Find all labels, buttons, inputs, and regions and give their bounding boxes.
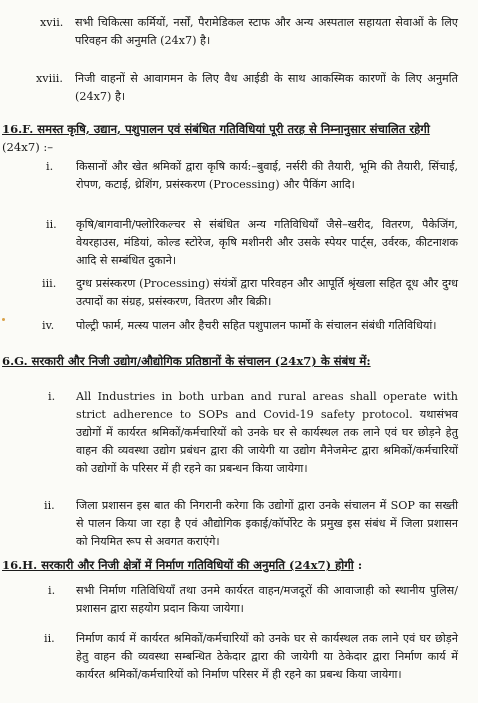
item-number: ii. xyxy=(44,499,55,512)
list-item-g-i xyxy=(48,388,458,478)
section-h-heading-tail: : xyxy=(357,558,363,572)
list-item-f-iv xyxy=(42,317,458,335)
list-item-g-ii xyxy=(44,497,458,551)
list-item-f-i xyxy=(46,158,458,194)
item-text: जिला प्रशासन इस बात की निगरानी करेगा कि उद्योगों द्वारा उनके संचालन में SOP का सख्ती से पालन किया जा रहा है एवं औद्योगिक इकाई/कॉर्पोरेट के प्रमुख इस संबंध में जिला प्रशासन को नियमित रूप से अवगत कराएंगे। xyxy=(76,499,458,548)
item-text: All Industries in both urban and rural areas shall operate with strict adherence to SOPs and Covid-19 safety protocol. यथासंभव उद्योगों में कार्यरत श्रमिकों/कर्मचारियों को उनके घर से कार्यस्थल तक लाने एवं घर छोड़ने हेतु वाहन की व्यवस्था उद्योग प्रबंधन द्वारा की जायेगी या उद्योग मैनेजमेन्ट द्वारा श्रमिकों/कर्मचारियों को उद्योगों के परिसर में ही रहने का प्रबन्धन किया जायेगा। xyxy=(76,390,458,475)
item-number: i. xyxy=(46,160,54,173)
section-f-heading xyxy=(2,120,468,156)
section-f-heading-tail: (24x7) :– xyxy=(2,140,54,154)
section-g-heading-text: 6.G. सरकारी और निजी उद्योग/औद्योगिक प्रतिष्ठानों के संचालन (24x7) के संबंध में: xyxy=(2,354,371,368)
section-h-heading xyxy=(2,556,468,574)
item-number: xvii. xyxy=(40,16,64,29)
list-item-xvii xyxy=(40,14,458,50)
section-f-heading-text: 16.F. समस्त कृषि, उद्यान, पशुपालन एवं संबंधित गतिविधियां पूरी तरह से निम्नानुसार संचालित रहेगी xyxy=(2,122,430,136)
item-number: i. xyxy=(48,390,56,403)
item-text: सभी चिकित्सा कर्मियों, नर्सों, पैरामेडिकल स्टाफ और अन्य अस्पताल सहायता सेवाओं के लिए परिवहन की अनुमति (24x7) है। xyxy=(75,16,458,47)
item-text: पोल्ट्री फार्म, मत्स्य पालन और हैचरी सहित पशुपालन फार्मो के संचालन संबंधी गतिविधियां। xyxy=(76,319,437,332)
list-item-h-i xyxy=(48,582,458,618)
item-text: कृषि/बागवानी/फ्लोरिकल्चर से संबंधित अन्य गतिविधियाँ जैसे–खरीद, वितरण, पैकेजिंग, वेयरहाउस, मंडियां, कोल्ड स्टोरेज, कृषि मशीनरी और उसके स्पेयर पार्ट्स, उर्वरक, कीटनाशक आदि से सम्बंधित दुकाने। xyxy=(76,218,458,267)
section-h-heading-text: 16.H. सरकारी और निजी क्षेत्रों में निर्माण गतिविधियों की अनुमति (24x7) होगी xyxy=(2,558,354,572)
list-item-h-ii xyxy=(44,630,458,684)
item-text: सभी निर्माण गतिविधियाँ तथा उनमे कार्यरत वाहन/मजदूरों की आवाजाही को स्थानीय पुलिस/प्रशासन द्वारा सहयोग प्रदान किया जायेगा। xyxy=(76,584,458,615)
item-number: ii. xyxy=(44,632,55,645)
item-text: दुग्ध प्रसंस्करण (Processing) संयंत्रों द्वारा परिवहन और आपूर्ति श्रृंखला सहित दूध और दुग्ध उत्पादों का संग्रह, प्रसंस्करण, वितरण और बिक्री। xyxy=(76,277,458,308)
section-g-heading xyxy=(2,352,468,370)
list-item-xviii xyxy=(36,70,458,106)
list-item-f-iii xyxy=(42,275,458,311)
item-number: xviii. xyxy=(36,72,63,85)
item-number: iii. xyxy=(42,277,57,290)
item-text: किसानों और खेत श्रमिकों द्वारा कृषि कार्य:–बुवाई, नर्सरी की तैयारी, भूमि की तैयारी, सिंचाई, रोपण, कटाई, थ्रेशिंग, प्रसंस्करण (Processing) और पैकिंग आदि। xyxy=(76,160,458,191)
item-number: ii. xyxy=(46,218,57,231)
item-number: i. xyxy=(48,584,56,597)
item-text: निजी वाहनों से आवागमन के लिए वैध आईडी के साथ आकस्मिक कारणों के लिए अनुमति (24x7) है। xyxy=(75,72,458,103)
list-item-f-ii xyxy=(46,216,458,270)
item-number: iv. xyxy=(42,319,55,332)
scan-speck xyxy=(2,318,5,321)
item-text: निर्माण कार्य में कार्यरत श्रमिकों/कर्मचारियों को उनके घर से कार्यस्थल तक लाने एवं घर छोड़ने हेतु वाहन की व्यवस्था सम्बन्धित ठेकेदार द्वारा की जायेगी या ठेकेदार द्वारा निर्माण कार्य में कार्यरत श्रमिकों/कर्मचारियों को निर्माण परिसर में ही रहने का प्रबन्ध किया जायेगा। xyxy=(76,632,458,681)
